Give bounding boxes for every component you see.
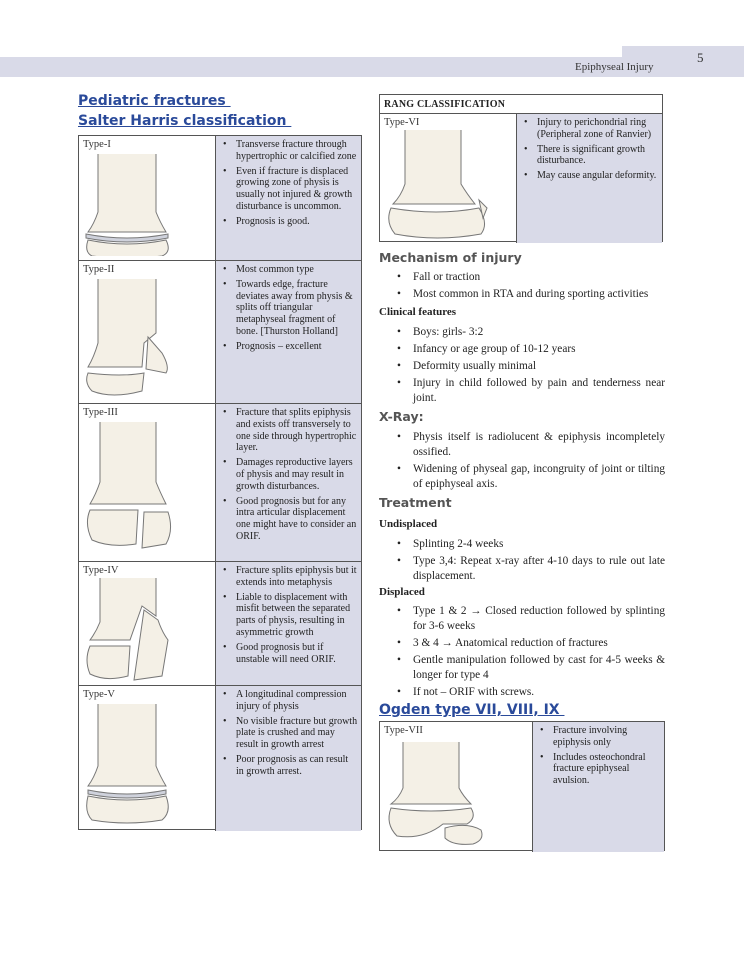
list-item: • No visible fracture but growth plate is crushed and may result in growth arrest	[218, 716, 358, 751]
type-label: Type-IV	[83, 565, 119, 576]
salter-harris-title: Salter Harris classification	[78, 113, 292, 129]
type-vii-fracture-figure	[383, 740, 489, 848]
table-row	[79, 561, 361, 685]
table-row	[380, 722, 664, 852]
list-item: • Boys: girls- 3:2	[379, 325, 665, 340]
type-v-fracture-figure	[82, 702, 172, 828]
mechanism-list	[379, 270, 665, 304]
type-ii-fracture-figure	[82, 277, 172, 401]
list-item: • Good prognosis but for any intra articular displacement one might have to consider an ORIF.	[218, 496, 358, 543]
displaced-list	[379, 604, 665, 702]
xray-list	[379, 430, 665, 494]
list-item: • Type 1 & 2 → Closed reduction followed by splinting for 3-6 weeks	[379, 604, 665, 634]
list-item: • If not – ORIF with screws.	[379, 685, 665, 700]
list-item: • Towards edge, fracture deviates away from physis & splits off triangular metaphyseal fragment of bone. [Thurston Holland]	[218, 279, 358, 338]
type-label: Type-V	[83, 689, 115, 700]
list-item: • Infancy or age group of 10-12 years	[379, 342, 665, 357]
type-label: Type-VII	[384, 725, 423, 736]
type-label: Type-III	[83, 407, 118, 418]
rang-heading: RANG CLASSIFICATION	[384, 99, 506, 110]
table-row	[79, 136, 361, 260]
list-item: • Fall or traction	[379, 270, 665, 285]
type-iii-fracture-figure	[82, 420, 174, 556]
mechanism-heading: Mechanism of injury	[379, 250, 522, 265]
list-item: • Deformity usually minimal	[379, 359, 665, 374]
rang-classification-table	[379, 94, 663, 242]
ogden-table	[379, 721, 665, 851]
salter-harris-table	[78, 135, 362, 830]
undisplaced-heading: Undisplaced	[379, 518, 438, 530]
list-item: • Liable to displacement with misfit between the separated parts of physis, resulting in asymmetric growth	[218, 592, 358, 639]
treatment-heading: Treatment	[379, 495, 452, 510]
list-item: • Gentle manipulation followed by cast for 4-5 weeks & longer for type 4	[379, 653, 665, 683]
pediatric-fractures-title: Pediatric fractures	[78, 93, 231, 109]
displaced-heading: Displaced	[379, 586, 425, 598]
list-item: • Includes osteochondral fracture epiphyseal avulsion.	[535, 752, 663, 787]
table-row	[380, 113, 662, 243]
undisplaced-list	[379, 537, 665, 586]
list-item: • Prognosis is good.	[218, 216, 358, 228]
list-item: • Poor prognosis as can result in growth arrest.	[218, 754, 358, 778]
xray-heading: X-Ray:	[379, 409, 424, 424]
type-iv-fracture-figure	[82, 576, 174, 682]
list-item: • Fracture splits epiphysis but it extends into metaphysis	[218, 565, 358, 589]
list-item: • Prognosis – excellent	[218, 341, 358, 353]
clinical-heading: Clinical features	[379, 306, 457, 318]
list-item: • Injury to perichondrial ring (Peripheral zone of Ranvier)	[519, 117, 663, 141]
type-label: Type-I	[83, 139, 111, 150]
table-header-row	[380, 95, 662, 113]
list-item: • 3 & 4 → Anatomical reduction of fractures	[379, 636, 665, 651]
table-row	[79, 403, 361, 561]
list-item: • Splinting 2-4 weeks	[379, 537, 665, 552]
type-vi-fracture-figure	[383, 128, 491, 240]
type-label: Type-VI	[384, 117, 420, 128]
list-item: • May cause angular deformity.	[519, 170, 663, 182]
ogden-title: Ogden type VII, VIII, IX	[379, 702, 565, 718]
clinical-list	[379, 325, 665, 408]
running-title: Epiphyseal Injury	[575, 61, 654, 73]
type-i-fracture-figure	[82, 152, 172, 256]
list-item: • Damages reproductive layers of physis and may result in growth disturbances.	[218, 457, 358, 492]
list-item: • Most common in RTA and during sporting activities	[379, 287, 665, 302]
list-item: • Even if fracture is displaced growing zone of physis is usually not injured & growth disturbance is uncommon.	[218, 166, 358, 213]
type-label: Type-II	[83, 264, 115, 275]
list-item: • Fracture involving epiphysis only	[535, 725, 663, 749]
page-number: 5	[697, 50, 704, 65]
list-item: • Fracture that splits epiphysis and exists off transversely to one side through hypertrophic layer.	[218, 407, 358, 454]
table-row	[79, 260, 361, 403]
list-item: • Widening of physeal gap, incongruity of joint or tilting of epiphyseal axis.	[379, 462, 665, 492]
list-item: • A longitudinal compression injury of physis	[218, 689, 358, 713]
list-item: • Good prognosis but if unstable will need ORIF.	[218, 642, 358, 666]
list-item: • Injury in child followed by pain and tenderness near joint.	[379, 376, 665, 406]
table-row	[79, 685, 361, 831]
list-item: • Transverse fracture through hypertrophic or calcified zone	[218, 139, 358, 163]
list-item: • Physis itself is radiolucent & epiphysis incompletely ossified.	[379, 430, 665, 460]
list-item: • There is significant growth disturbance.	[519, 144, 663, 168]
list-item: • Type 3,4: Repeat x-ray after 4-10 days to rule out late displacement.	[379, 554, 665, 584]
list-item: • Most common type	[218, 264, 358, 276]
